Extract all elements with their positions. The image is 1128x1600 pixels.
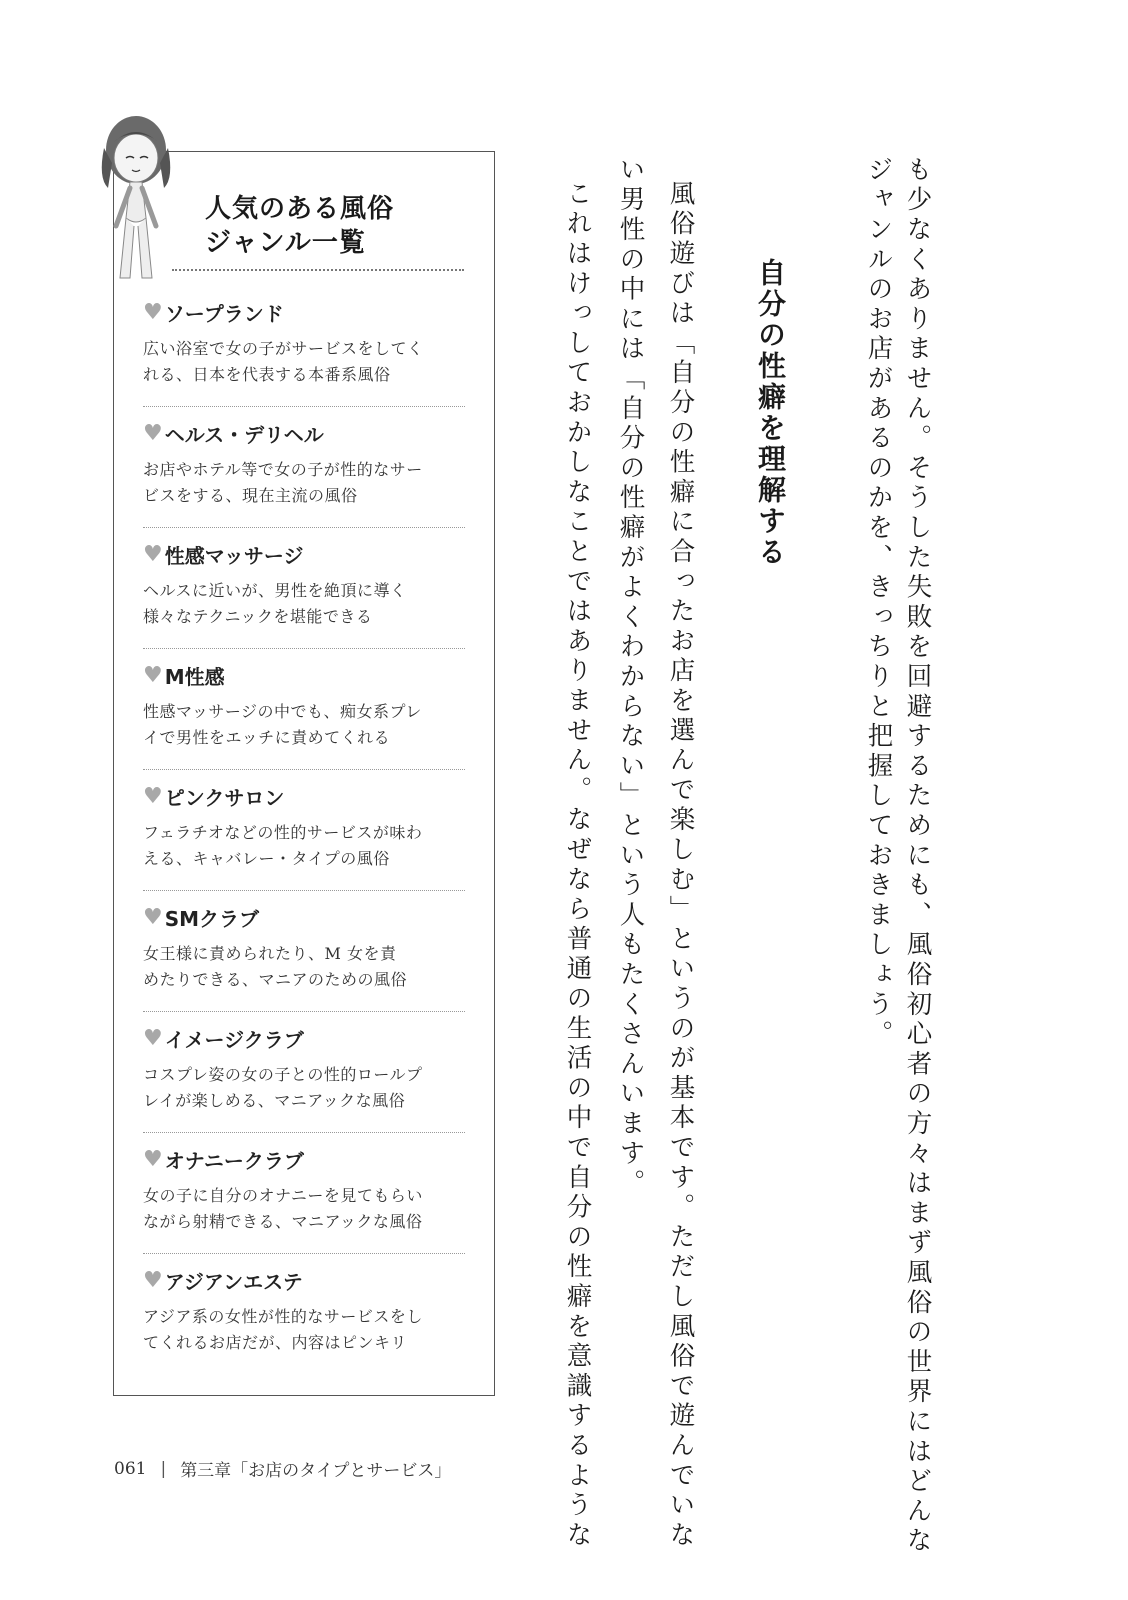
genre-name: イメージクラブ <box>164 1027 304 1052</box>
genre-item <box>143 1139 465 1260</box>
title-divider <box>172 269 464 271</box>
genre-item <box>143 897 465 1018</box>
genre-name: ピンクサロン <box>164 785 285 810</box>
body-column-4: い男性の中には「自分の性癖がよくわからない」という人もたくさんいます。 <box>615 156 646 1199</box>
genre-item <box>143 655 465 776</box>
genre-item <box>143 1018 465 1139</box>
genre-description: フェラチオなどの性的サービスが味わ える、キャバレー・タイプの風俗 <box>143 823 423 868</box>
genre-item <box>143 776 465 897</box>
heart-icon: ♥ <box>143 783 163 809</box>
body-column-1: も少なくありません。そうした失敗を回避するためにも、風俗初心者の方々はまず風俗の世界にはどんな <box>902 156 933 1557</box>
genre-description: アジア系の女性が性的なサービスをし てくれるお店だが、内容はピンキリ <box>143 1307 423 1352</box>
heart-icon: ♥ <box>143 1267 163 1293</box>
mascot-girl-illustration <box>90 108 180 288</box>
body-column-2: ジャンルのお店があるのかを、きっちりと把握しておきましょう。 <box>863 156 894 1050</box>
heart-icon: ♥ <box>143 420 163 446</box>
chapter-title: 第三章「お店のタイプとサービス」 <box>180 1461 452 1481</box>
heart-icon: ♥ <box>143 1146 163 1172</box>
genre-description: コスプレ姿の女の子との性的ロールプ レイが楽しめる、マニアックな風俗 <box>143 1065 423 1110</box>
genre-item <box>143 413 465 534</box>
body-column-5: これはけっしておかしなことではありません。なぜなら普通の生活の中で自分の性癖を意識するような <box>562 180 593 1551</box>
genre-description: 広い浴室で女の子がサービスをしてく れる、日本を代表する本番系風俗 <box>143 339 424 384</box>
genre-item <box>143 292 465 413</box>
sidebar-title-line-2: ジャンル一覧 <box>205 228 366 258</box>
genre-list <box>143 292 465 1381</box>
genre-name: 性感マッサージ <box>164 543 304 568</box>
genre-name: M性感 <box>164 664 225 689</box>
genre-name: オナニークラブ <box>164 1148 304 1173</box>
genre-name: アジアンエステ <box>164 1269 303 1294</box>
sidebar-title <box>205 192 394 260</box>
genre-item <box>143 1260 465 1381</box>
genre-description: 女王様に責められたり、M 女を責 めたりできる、マニアのための風俗 <box>143 944 408 989</box>
genre-name: ヘルス・デリヘル <box>164 422 324 447</box>
page-footer <box>114 1456 451 1481</box>
heart-icon: ♥ <box>143 541 163 567</box>
section-heading: 自分の性癖を理解する <box>754 258 787 568</box>
genre-description: 女の子に自分のオナニーを見てもらい ながら射精できる、マニアックな風俗 <box>143 1186 423 1231</box>
genre-name: ソープランド <box>164 301 284 326</box>
page-number: 061 <box>114 1458 147 1479</box>
heart-icon: ♥ <box>143 1025 163 1051</box>
genre-description: ヘルスに近いが、男性を絶頂に導く 様々なテクニックを堪能できる <box>143 581 407 626</box>
heart-icon: ♥ <box>143 904 163 930</box>
heart-icon: ♥ <box>143 299 163 325</box>
heart-icon: ♥ <box>143 662 163 688</box>
genre-description: 性感マッサージの中でも、痴女系プレ イで男性をエッチに責めてくれる <box>143 702 422 747</box>
genre-description: お店やホテル等で女の子が性的なサー ビスをする、現在主流の風俗 <box>143 460 423 505</box>
footer-separator: | <box>160 1458 167 1479</box>
genre-item <box>143 534 465 655</box>
body-column-3: 風俗遊びは「自分の性癖に合ったお店を選んで楽しむ」というのが基本です。ただし風俗で遊んでいな <box>665 180 696 1551</box>
genre-name: SMクラブ <box>164 906 260 931</box>
sidebar-title-line-1: 人気のある風俗 <box>205 194 395 224</box>
